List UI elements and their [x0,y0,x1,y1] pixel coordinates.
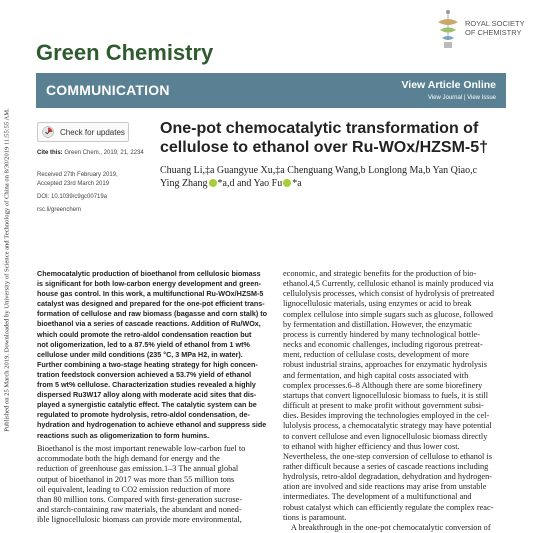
body-line: rather difficult because a series of cascade reactions including [283,461,489,471]
intro-line: oil equivalent, leading to CO2 emission reduction of more [37,484,231,494]
download-note-sidebar [0,0,14,531]
received-date: Received 27th February 2019, [37,172,118,178]
article-title [160,120,520,157]
body-line: intermediates. The development of a multifunctional and [283,492,472,502]
view-article-online-link[interactable]: View Article Online [401,79,496,91]
publisher-name [465,20,525,37]
citation-label: Cite this: [37,150,63,156]
citation [37,150,144,156]
author-line2 [160,178,530,191]
body-line: lignocellulosic materials, using enzymes or acid to break [283,299,472,309]
abstract-line: bioethanol via a series of cascade reactions. Addition of Ru/WOx, [37,319,261,329]
author-yao-fu: *a,d and Yao Fu [217,177,283,189]
author-ying-zhang: Ying Zhang [160,177,208,189]
article-type-banner [36,73,506,108]
body-line: ethanol.4,5 Currently, cellulosic ethanol is mainly produced via [283,279,494,289]
body-line: process is currently hindered by many technological bottle- [283,329,480,339]
doi-link[interactable]: DOI: 10.1039/c9gc00719a [37,194,108,200]
abstract-line: dispersed Ru3W17 alloy along with moderate acid sites that dis- [37,390,257,400]
publisher-name-line1: ROYAL SOCIETY [465,19,525,28]
intro-line: reduction of greenhouse gas emission.1–3 The annual global [37,464,239,474]
accepted-date: Accepted 23rd March 2019 [37,181,110,187]
abstract [37,269,270,441]
body-line: ment, reduction of cellulase costs, development of more [283,350,469,360]
body-line: Nevertheless, the one-step conversion of cellulose to ethanol is [283,451,492,461]
body-text-right-column [283,269,516,533]
author-line1: Chuang Li,‡a Guangyue Xu,‡a Chenguang Wang,b Longlong Ma,b Yan Qiao,c [160,165,478,176]
article-title-line1: One-pot chemocatalytic transformation of [160,120,479,137]
intro-line: than 80 million tons. Compared with first-generation sucrose- [37,495,243,505]
body-line: to convert cellulose and even lignocellulosic biomass directly [283,431,488,441]
abstract-line: not oligomerization, led to a 87.5% yield of ethanol from 1 wt% [37,339,250,349]
author-line2-end: *a [292,177,302,189]
body-line: necks and economic challenges, including rigorous pretreat- [283,340,483,350]
abstract-line: which could promote the retro-aldol condensation reaction but [37,329,252,339]
abstract-line: Further combining a two-stage heating strategy for high concen- [37,359,258,369]
intro-line: Bioethanol is the most important renewable low-carbon fuel to [37,444,246,453]
article-title-line2: cellulose to ethanol over Ru-WOx/HZSM-5† [160,138,489,156]
abstract-line: played a synergistic catalytic effect. The catalytic system can be [37,400,257,410]
body-line: A breakthrough in the one-pot chemocatalytic conversion of [283,522,491,532]
body-line: tions is paramount. [283,512,347,522]
view-links-separator: | [463,95,468,101]
body-line: by fermentation and distillation. However, the enzymatic [283,319,473,329]
body-line: startups that convert lignocellulosic biomass to fuels, it is still [283,390,489,400]
download-note-text: Published on 25 March 2019. Downloaded by University of Science and Technology of China on 8/30/2019 11:55:55 AM. [3,108,11,432]
abstract-line: formation of cellulose and raw biomass (bagasse and corn stalk) to [37,309,268,319]
abstract-line: is significant for both low-carbon energy development and green- [37,279,262,289]
intro-line: accommodate both the high demand for energy and the [37,454,220,464]
body-line: hydrolysis, retro-aldol degradation, dehydration and hydrogen- [283,472,492,482]
orcid-icon[interactable] [283,179,291,187]
check-for-updates-button[interactable] [37,122,129,142]
body-line: and fermentation, and high capital costs associated with [283,370,469,380]
publisher-logo[interactable] [435,8,552,58]
body-line: ation are involved and side reactions may arise from unstable [283,482,487,492]
body-line: complex cellulose into simple sugars such as glucose, followed [283,309,493,319]
abstract-line: Chemocatalytic production of bioethanol from cellulosic biomass [37,269,261,278]
orcid-icon[interactable] [209,179,217,187]
view-issue-link[interactable]: View Issue [467,95,496,101]
journal-title[interactable]: Green Chemistry [36,40,214,65]
intro-line: ible lignocellulosic biomass can provide more environmental, [37,515,242,525]
body-line: robust industrial strains, approaches for enzymatic hydrolysis [283,360,487,370]
abstract-line: catalyst was designed and prepared for the one-pot efficient trans- [37,299,265,309]
check-for-updates-label: Check for updates [60,127,125,137]
journal-url-link[interactable]: rsc.li/greenchem [37,207,82,213]
body-line: dies. Besides improving the technologies employed in the cel- [283,411,490,421]
body-line: cellulolysis processes, which consist of hydrolysis of pretreated [283,289,495,299]
rsc-emblem-icon [435,8,461,52]
abstract-line: hydration and hydrogenation to achieve ethanol and suppress side [37,420,267,430]
article-type-label: COMMUNICATION [46,82,170,98]
abstract-line: regulated to promote hydrolysis, retro-aldol condensation, de- [37,410,250,420]
introduction-paragraph [37,444,270,526]
abstract-line: house gas control. In this work, a multifunctional Ru-WOx/HZSM-5 [37,289,264,299]
body-line: complex processes.6–8 Although there are some biorefinery [283,380,483,390]
view-journal-link[interactable]: View Journal [427,95,463,101]
abstract-line: from 5 wt% cellulose. Characterization studies revealed a highly [37,380,256,390]
body-line: difficult at present to make profit without government subsi- [283,401,484,411]
body-line: robust catalyst which can efficiently regulate the complex reac- [283,502,494,512]
citation-text: Green Chem., 2019, 21, 2234 [64,150,144,156]
intro-line: and starch-containing raw materials, the abundant and noned- [37,505,242,515]
abstract-line: tration feedstock conversion achieved a 53.7% yield of ethanol [37,369,252,379]
body-line: economic, and strategic benefits for the production of bio- [283,269,477,278]
abstract-line: cellulose under mild conditions (235 °C, 3 MPa H2, in water). [37,349,243,359]
body-line: to ethanol with higher efficiency and thus lower cost. [283,441,460,451]
body-line: lulolysis process, a chemocatalytic strategy may have potential [283,421,492,431]
abstract-line: reactions such as oligomerization to form humins. [37,430,210,440]
intro-line: output of bioethanol in 2017 was more than 55 million tons [37,474,235,484]
view-links [428,95,496,101]
author-list [160,165,530,190]
publisher-name-line2: OF CHEMISTRY [465,27,522,37]
crossmark-icon [42,126,54,138]
